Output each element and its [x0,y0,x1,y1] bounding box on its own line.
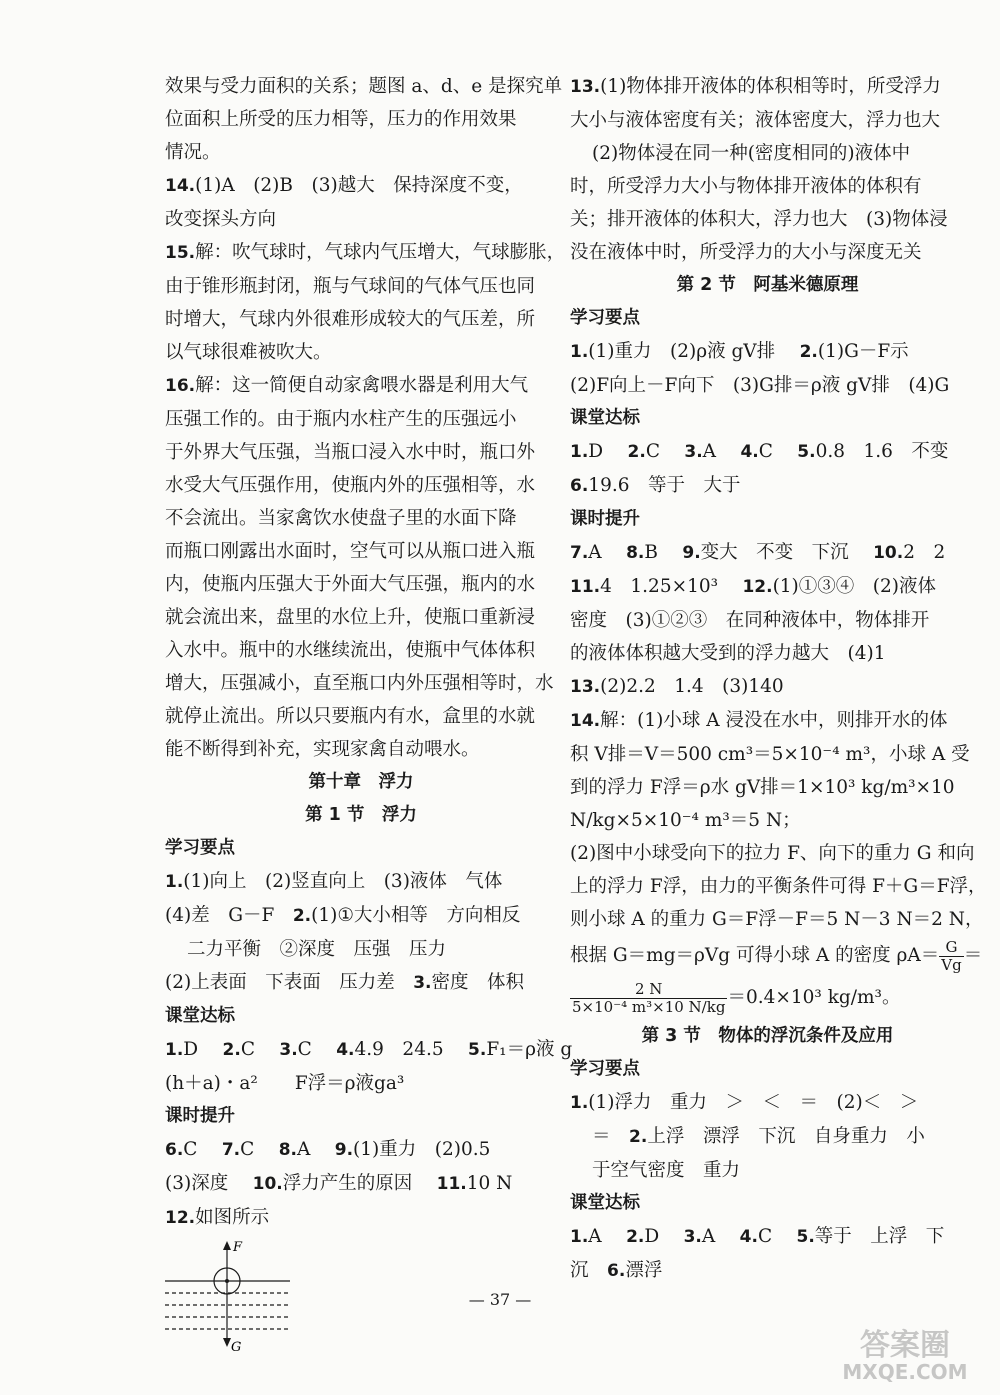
force-g-label: G [231,1340,242,1355]
text-line: 以气球很难被吹大。 [165,342,332,363]
answers-row: 1.(1)浮力 重力 ＞ ＜ ＝ (2)＜ ＞ [570,1092,919,1113]
answers-row: 7.A 8.B 9.变大 不变 下沉 10.2 2 [570,542,946,563]
answers-row: 1.D 2.C 3.C 4.4.9 24.5 5.F₁＝ρ液 g [165,1039,573,1060]
subsection-heading: 学习要点 [165,838,235,858]
text-line: 关；排开液体的体积大，浮力也大 (3)物体浸 [570,209,948,230]
answers-row: 1.(1)重力 (2)ρ液 gV排 2.(1)G－F示 [570,341,909,362]
text-line: (2)物体浸在同一种(密度相同的)液体中 [592,143,911,164]
text-line: (4)差 G－F 2.(1)①大小相等 方向相反 [165,905,521,926]
fraction: $\frac{G}{Vg}$ [941,937,962,974]
answers-row: 1.D 2.C 3.A 4.C 5.0.8 1.6 不变 [570,441,949,462]
watermark-text: 答案圈 [860,1328,950,1363]
text-line: 于外界大气压强，当瓶口浸入水中时，瓶口外 [165,442,536,463]
answers-row: 11.4 1.25×10³ 12.(1)①③④ (2)液体 [570,576,936,597]
page-number: — 37 — [468,1290,532,1309]
text-line: 压强工作的。由于瓶内水柱产生的压强远小 [165,409,517,430]
subsection-heading: 学习要点 [570,308,640,328]
text-line: 时，所受浮力大小与物体排开液体的体积有 [570,176,922,197]
subsection-heading: 学习要点 [570,1059,640,1079]
text-line: 大小与液体密度有关；液体密度大，浮力也大 [570,110,941,131]
text-line: 到的浮力 F浮＝ρ水 gV排＝1×10³ kg/m³×10 [570,777,955,798]
text-line: 的液体体积越大受到的浮力越大 (4)1 [570,643,886,664]
text-line: 不会流出。当家禽饮水使盘子里的水面下降 [165,508,517,529]
text-line: $\frac{2 N}{\text{5×10⁻⁴ m³×10 N/kg}}$ ＝0.4×10³ kg/m³。 [572,979,901,1016]
answer-14: 14.(1)A (2)B (3)越大 保持深度不变， [165,175,523,196]
answers-row: 6.C 7.C 8.A 9.(1)重力 (2)0.5 [165,1139,491,1160]
answer-16: 16.解：这一简便自动家禽喂水器是利用大气 [165,375,529,396]
subsection-heading: 课时提升 [570,509,640,529]
force-f-label: F [233,1240,243,1255]
chapter-title: 第十章 浮力 [308,772,414,792]
text-line: 密度 (3)①②③ 在同种液体中，物体排开 [570,610,930,631]
subsection-heading: 课堂达标 [165,1006,235,1026]
text-line: 根据 G＝mg＝ρVg 可得小球 A 的密度 ρA＝ $\frac{G}{Vg}$ ＝ [570,937,983,974]
text-line: 增大，压强减小，直至瓶口内外压强相等时，水 [165,673,554,694]
text-line: (2)上表面 下表面 压力差 3.密度 体积 [165,972,525,993]
text-line: 能不断得到补充，实现家禽自动喂水。 [165,739,480,760]
text-line: 情况。 [165,142,221,163]
text-line: 入水中。瓶中的水继续流出，使瓶中气体体积 [165,640,536,661]
text-line: (2)F向上－F向下 (3)G排＝ρ液 gV排 (4)G [570,375,950,396]
section-title: 第 1 节 浮力 [305,805,417,825]
text-line: 改变探头方向 [165,209,277,230]
text-line: (2)图中小球受向下的拉力 F、向下的重力 G 和向 [570,843,975,864]
watermark-logo [830,1323,980,1383]
text-line: 就停止流出。所以只要瓶内有水，盒里的水就 [165,706,536,727]
text-line: N/kg×5×10⁻⁴ m³＝5 N； [570,810,801,831]
text-line: 二力平衡 ②深度 压强 压力 [187,939,447,960]
text-line: 积 V排＝V＝500 cm³＝5×10⁻⁴ m³，小球 A 受 [570,744,970,765]
text-line: (h＋a)・a² F浮＝ρ液ga³ [165,1073,405,1094]
answers-row: 沉 6.漂浮 [570,1260,663,1281]
section-title: 第 3 节 物体的浮沉条件及应用 [641,1026,894,1046]
answer-13: 13.(1)物体排开液体的体积相等时，所受浮力 [570,76,941,97]
text-line: 于空气密度 重力 [592,1160,741,1181]
text-line: 由于锥形瓶封闭，瓶与气球间的气体气压也同 [165,276,536,297]
answers-row: ＝ 2.上浮 漂浮 下沉 自身重力 小 [592,1126,925,1147]
answers-row: 1.A 2.D 3.A 4.C 5.等于 上浮 下 [570,1226,945,1247]
text-line: 内，使瓶内压强大于外面大气压强，瓶内的水 [165,574,536,595]
watermark-url: MXQE.COM [842,1360,968,1384]
left-column [165,70,573,1355]
right-column [570,70,987,1288]
answer-15: 15.解：吹气球时，气球内气压增大，气球膨胀， [165,242,566,263]
subsection-heading: 课时提升 [165,1106,235,1126]
text-line: 上的浮力 F浮，由力的平衡条件可得 F＋G＝F浮， [570,876,987,897]
answer-14: 14.解：(1)小球 A 浸没在水中，则排开水的体 [570,710,948,731]
subsection-heading: 课堂达标 [570,408,640,428]
fraction: $\frac{2 N}{\text{5×10⁻⁴ m³×10 N/kg}}$ [572,979,726,1016]
answer-1: 1.(1)向上 (2)竖直向上 (3)液体 气体 [165,871,503,892]
text-line: 而瓶口刚露出水面时，空气可以从瓶口进入瓶 [165,541,536,562]
section-title: 第 2 节 阿基米德原理 [676,275,859,295]
text-line: 时增大，气球内外很难形成较大的气压差，所 [165,309,536,330]
text-line: 水受大气压强作用，使瓶内外的压强相等，水 [165,475,536,496]
text-line: 没在液体中时，所受浮力的大小与深度无关 [570,242,922,263]
answer-12: 12.如图所示 [165,1207,270,1228]
answers-row: 6.19.6 等于 大于 [570,475,741,496]
text-line: (3)深度 10.浮力产生的原因 11.10 N [165,1173,513,1194]
text-line: 就会流出来，盘里的水位上升，使瓶口重新浸 [165,607,536,628]
text-line: 位面积上所受的压力相等，压力的作用效果 [165,109,517,130]
text-line: 则小球 A 的重力 G＝F浮－F＝5 N－3 N＝2 N， [570,909,984,930]
answer-13b: 13.(2)2.2 1.4 (3)140 [570,676,784,697]
text-line: 效果与受力面积的关系；题图 a、d、e 是探究单 [165,76,563,97]
subsection-heading: 课堂达标 [570,1193,640,1213]
